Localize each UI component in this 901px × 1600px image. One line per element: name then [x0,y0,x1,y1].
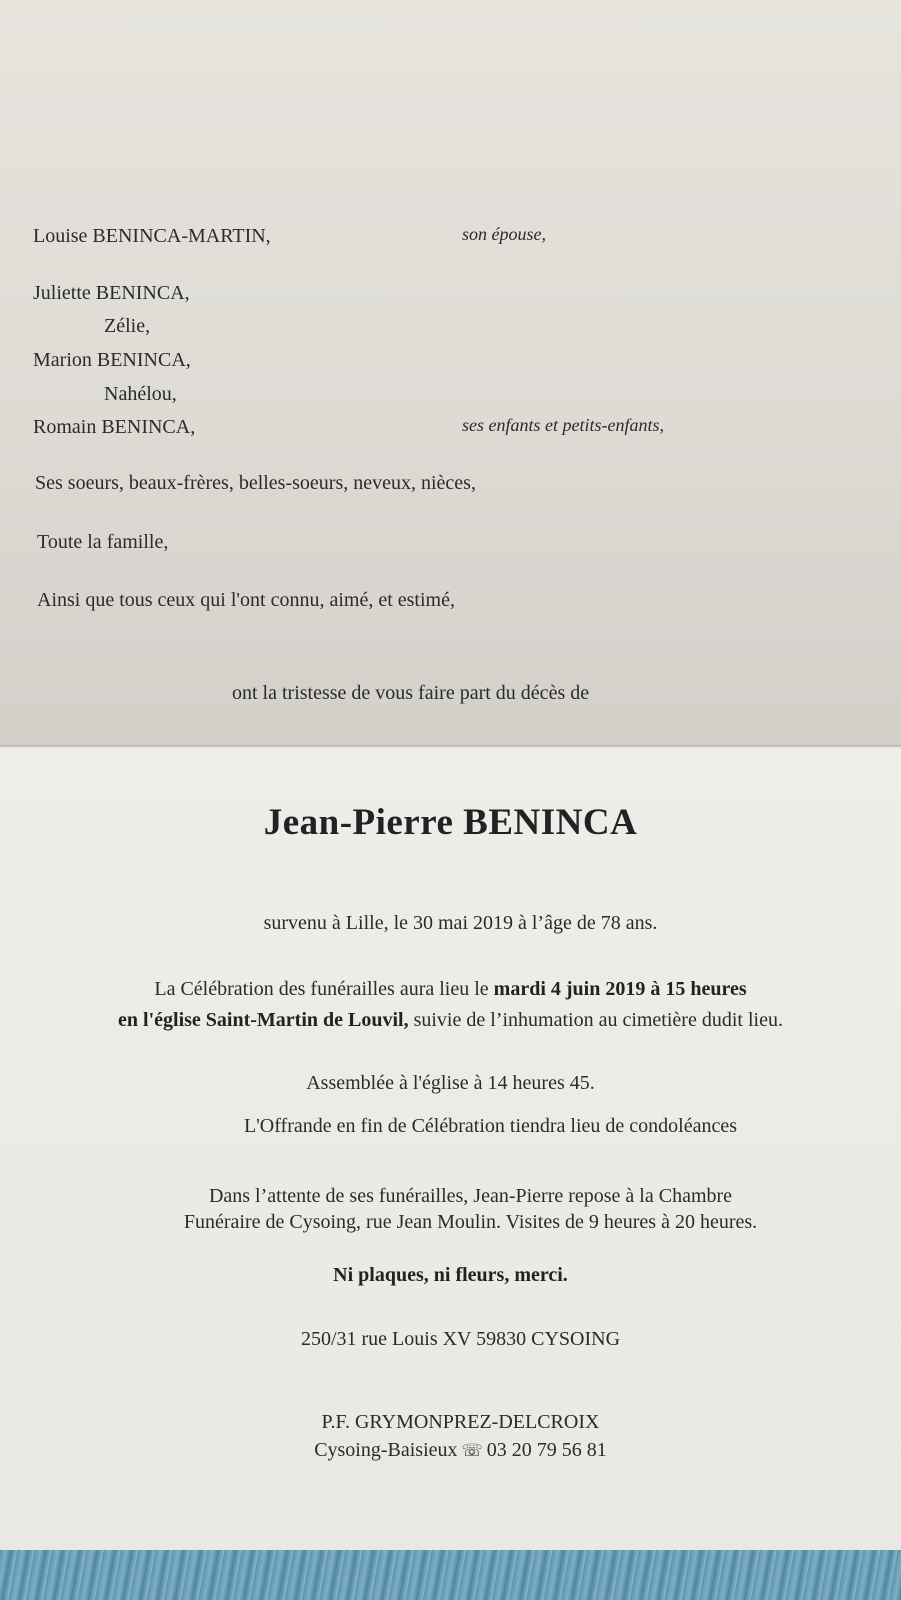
table-surface [0,1550,901,1600]
grandchild-name: Zélie, [104,315,151,337]
family-line: Toute la famille, [37,531,169,553]
rest-line-2: Funéraire de Cysoing, rue Jean Moulin. Visites de 9 heures à 20 heures. [183,1211,758,1233]
ceremony-line-2 [0,1008,901,1032]
spouse-relation: son épouse, [462,224,546,244]
funeral-home-name: P.F. GRYMONPREZ-DELCROIX [321,1411,600,1433]
ceremony-text: La Célébration des funérailles aura lieu le [154,978,494,1000]
no-flowers-line: Ni plaques, ni fleurs, merci. [333,1264,568,1286]
card-upper-panel [0,0,901,745]
deceased-name: Jean-Pierre BENINCA [263,802,638,843]
child-name: Marion BENINCA, [33,349,191,371]
ceremony-date: mardi 4 juin 2019 à 15 heures [493,978,747,1000]
funeral-home-contact [0,1438,901,1463]
child-name: Romain BENINCA, [33,416,196,438]
children-relation: ses enfants et petits-enfants, [462,415,664,435]
ceremony-place: en l'église Saint-Martin de Louvil, [118,1009,409,1031]
announcement-line: ont la tristesse de vous faire part du décès de [232,682,590,704]
others-line: Ainsi que tous ceux qui l'ont connu, aimé, et estimé, [37,589,455,611]
death-line: survenu à Lille, le 30 mai 2019 à l’âge de 78 ans. [263,912,658,934]
offering-line: L'Offrande en fin de Célébration tiendra lieu de condoléances [243,1115,738,1137]
telephone-icon: ☏ [461,1441,483,1461]
spouse-name: Louise BENINCA-MARTIN, [33,225,271,247]
rest-line-1: Dans l’attente de ses funérailles, Jean-Pierre repose à la Chambre [208,1185,733,1207]
ceremony-line-1 [0,977,901,1001]
funeral-home-location: Cysoing-Baisieux [314,1439,458,1461]
ceremony-text: suivie de l’inhumation au cimetière dudit lieu. [408,1009,783,1031]
grandchild-name: Nahélou, [104,383,177,405]
funeral-home-phone: 03 20 79 56 81 [486,1439,607,1461]
child-name: Juliette BENINCA, [33,282,190,304]
assembly-line: Assemblée à l'église à 14 heures 45. [306,1072,595,1094]
address-line: 250/31 rue Louis XV 59830 CYSOING [300,1328,621,1350]
siblings-line: Ses soeurs, beaux-frères, belles-soeurs, neveux, nièces, [35,472,476,494]
